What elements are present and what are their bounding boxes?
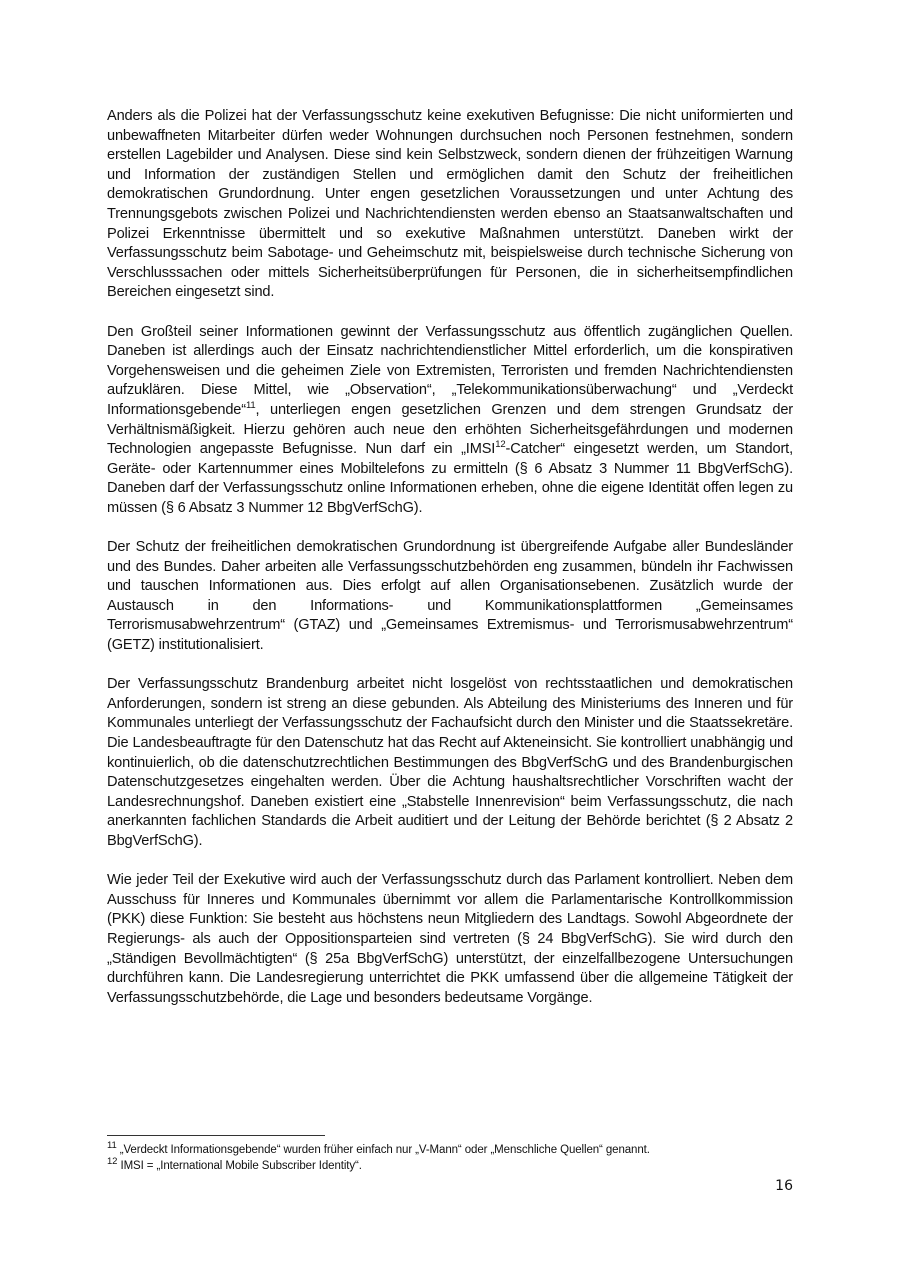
footnote-12 [107,1158,793,1174]
footnote-number: 12 [107,1156,118,1168]
paragraph-parliamentary-control: Wie jeder Teil der Exekutive wird auch der Verfassungsschutz durch das Parlament kontrolliert. Neben dem Ausschuss für Inneres und Kommunales übernimmt vor allem die Parlamentarische Kontrollkommission (PKK) diese Funktion: Sie besteht aus höchstens neun Mitgliedern des Landtags. Sowohl Abgeordnete der Regierungs- als auch der Oppositionsparteien sind vertreten (§ 24 BbgVerfSchG). Sie wird durch den „Ständigen Bevollmächtigten“ (§ 25a BbgVerfSchG) unterstützt, der einzelfallbezogene Untersuchungen durchführen kann. Die Landesregierung unterrichtet die PKK umfassend über die allgemeine Tätigkeit der Verfassungsschutzbehörde, die Lage und besonders bedeutsame Vorgänge. [107,872,793,1006]
paragraph-text: Den Großteil seiner Informationen gewinnt der Verfassungsschutz aus öffentlich zugänglichen Quellen. Daneben ist allerdings auch der Einsatz nachrichtendienstlicher Mittel erforderlich, um die konspirativen Vorgehensweisen und die geheimen Ziele von Extremisten, Terroristen und fremden Nachrichtendiensten aufzuklären. Diese Mittel, wie „Observation“, „Telekommunikationsüberwachung“ und „Verdeckt Informationsgebende“ [107,323,793,418]
paragraph-text: , unterliegen engen gesetzlichen Grenzen und dem strengen Grundsatz der Verhältnismäßigkeit. Hierzu gehören auch neue den erhöhten Sicherheitsgefährdungen und modernen Technologien angepasste Befugnisse. Nun darf ein „IMSI [107,401,793,458]
footnote-number: 11 [107,1140,117,1152]
footnote-separator [107,1135,325,1136]
footnote-ref-11[interactable]: 11 [245,400,256,412]
footnote-text: „Verdeckt Informationsgebende“ wurden früher einfach nur „V-Mann“ oder „Menschliche Quellen“ genannt. [116,1144,650,1156]
paragraph-information-sources [107,323,793,519]
footnote-11 [107,1142,793,1158]
paragraph-cooperation: Der Schutz der freiheitlichen demokratischen Grundordnung ist übergreifende Aufgabe aller Bundesländer und des Bundes. Daher arbeiten alle Verfassungsschutzbehörden eng zusammen, bündeln ihr Fachwissen und tauschen Informationen aus. Dies erfolgt auf allen Organisationsebenen. Zusätzlich wurde der Austausch in den Informations- und Kommunikationsplattformen „Gemeinsames Terrorismusabwehrzentrum“ (GTAZ) und „Gemeinsames Extremismus- und Terrorismusabwehrzentrum“ (GETZ) institutionalisiert. [107,539,793,654]
footnote-ref-12[interactable]: 12 [495,439,506,451]
page-number: 16 [775,1178,793,1194]
paragraph-text: -Catcher“ eingesetzt werden, um Standort, Geräte- oder Kartennummer eines Mobiltelefons zu ermitteln (§ 6 Absatz 3 Nummer 11 BbgVerfSchG). Daneben darf der Verfassungsschutz online Informationen erheben, ohne die eigene Identität offen legen zu müssen (§ 6 Absatz 3 Nummer 12 BbgVerfSchG). [107,441,793,516]
footnotes [107,1142,793,1174]
body-text [107,107,793,1028]
footnote-text: IMSI = „International Mobile Subscriber Identity“. [117,1160,362,1172]
paragraph-executive-powers: Anders als die Polizei hat der Verfassungsschutz keine exekutiven Befugnisse: Die nicht uniformierten und unbewaffneten Mitarbeiter dürfen weder Wohnungen durchsuchen noch Personen festnehmen, sondern erstellen Lagebilder und Analysen. Diese sind kein Selbstzweck, sondern dienen der frühzeitigen Warnung und Information der zuständigen Stellen und ermöglichen damit den Schutz der freiheitlichen demokratischen Grundordnung. Unter engen gesetzlichen Voraussetzungen und unter Achtung des Trennungsgebots zwischen Polizei und Nachrichtendiensten werden ebenso an Staatsanwaltschaften und Polizei Erkenntnisse übermittelt und so exekutive Maßnahmen unterstützt. Daneben wirkt der Verfassungsschutz beim Sabotage- und Geheimschutz mit, beispielsweise durch technische Sicherung von Verschlusssachen oder mittels Sicherheitsüberprüfungen für Personen, die in sicherheitsempfindlichen Bereichen eingesetzt sind. [107,108,793,301]
paragraph-oversight: Der Verfassungsschutz Brandenburg arbeitet nicht losgelöst von rechtsstaatlichen und demokratischen Anforderungen, sondern ist streng an diese gebunden. Als Abteilung des Ministeriums des Inneren und für Kommunales unterliegt der Verfassungsschutz der Fachaufsicht durch den Minister und die Staatssekretäre. Die Landesbeauftragte für den Datenschutz hat das Recht auf Akteneinsicht. Sie kontrolliert unabhängig und kontinuierlich, ob die datenschutzrechtlichen Bestimmungen des BbgVerfSchG und des Brandenburgischen Datenschutzgesetzes eingehalten werden. Über die Achtung haushaltsrechtlicher Vorschriften wacht der Landesrechnungshof. Daneben existiert eine „Stabstelle Innenrevision“ beim Verfassungsschutz, die nach anerkannten fachlichen Standards die Arbeit auditiert und der Leitung der Behörde berichtet (§ 2 Absatz 2 BbgVerfSchG). [107,676,793,849]
